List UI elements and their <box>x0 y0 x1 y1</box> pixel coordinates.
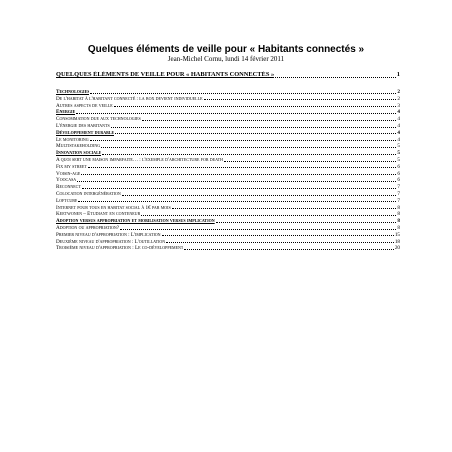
toc-leader-dots <box>90 93 396 94</box>
toc-entry-page: 7 <box>397 184 400 191</box>
toc-entry-page: 8 <box>397 204 400 211</box>
document-title: Quelques éléments de veille pour « Habitants connectés » <box>87 44 365 55</box>
toc-entry-label: L'énergie des habitants <box>56 122 110 129</box>
table-of-contents <box>56 86 400 251</box>
toc-entry-page: 5 <box>397 156 400 163</box>
toc-entry[interactable] <box>56 190 400 197</box>
toc-section-entry[interactable] <box>56 149 400 156</box>
toc-entry-page: 6 <box>397 163 400 170</box>
document-subtitle: Jean-Michel Cornu, lundi 14 février 2011 <box>167 55 285 63</box>
toc-entry-label: Consommation due aux technologies <box>56 116 141 123</box>
toc-entry-label: Internet pour tous en habitat social à 1€ par mois <box>56 204 171 211</box>
toc-leader-dots <box>102 154 396 155</box>
toc-entry[interactable] <box>56 183 400 190</box>
toc-leader-dots <box>90 140 397 141</box>
toc-entry-label: Technologies <box>56 88 90 95</box>
toc-entry-page: 2 <box>397 95 400 102</box>
toc-entry-label: Énergie <box>56 109 76 116</box>
toc-entry-page: 6 <box>397 177 400 184</box>
toc-entry[interactable] <box>56 136 400 143</box>
toc-entry-label: Troisième niveau d'appropriation : Le co-développement <box>56 245 184 252</box>
toc-leader-dots <box>88 167 397 168</box>
toc-entry[interactable] <box>56 245 400 252</box>
toc-leader-dots <box>204 99 397 100</box>
toc-entry-page: 5 <box>397 143 400 150</box>
toc-entry-label: Keetwonen – Étudiant en conteneur <box>56 211 141 218</box>
toc-leader-dots <box>111 127 397 128</box>
toc-entry-label: De l'habitat à l'habitant connecté : la box devient individuelle <box>56 95 203 102</box>
toc-entry[interactable] <box>56 163 400 170</box>
toc-leader-dots <box>216 222 397 223</box>
toc-entry[interactable] <box>56 122 400 129</box>
toc-section-entry[interactable] <box>56 217 400 224</box>
toc-entry-label: Colocation intergénération <box>56 190 121 197</box>
toc-entry-page: 7 <box>397 197 400 204</box>
toc-section-entry[interactable] <box>56 109 400 116</box>
toc-entry[interactable] <box>56 231 400 238</box>
toc-entry-page: 4 <box>397 116 400 123</box>
toc-entry-page: 2 <box>397 88 400 95</box>
toc-entry-label: Le monitoring <box>56 136 89 143</box>
toc-entry-page: 8 <box>397 211 400 218</box>
toc-leader-dots <box>224 161 396 162</box>
toc-entry[interactable] <box>56 211 400 218</box>
toc-entry-page: 20 <box>394 245 400 252</box>
toc-entry-label: Reconnect <box>56 184 81 191</box>
toc-entry-label: Adoption ou appropriation? <box>56 224 120 231</box>
toc-main-entry-label: QUELQUES ÉLÉMENTS DE VEILLE POUR « HABITANTS CONNECTÉS » <box>56 71 275 78</box>
toc-leader-dots <box>115 133 396 134</box>
toc-entry-label: Loftcube <box>56 197 78 204</box>
toc-leader-dots <box>122 195 397 196</box>
toc-entry-page: 8 <box>397 224 400 231</box>
toc-entry[interactable] <box>56 115 400 122</box>
toc-entry-page: 7 <box>397 190 400 197</box>
toc-entry-label: Autres aspects de veille <box>56 102 113 109</box>
toc-entry-label: Voisin-age <box>56 170 81 177</box>
toc-entry-page: 4 <box>397 136 400 143</box>
toc-leader-dots <box>275 77 396 78</box>
toc-entry-page: 6 <box>397 170 400 177</box>
toc-entry-label: Yoocasa <box>56 177 77 184</box>
toc-entry[interactable] <box>56 177 400 184</box>
toc-entry-label: Multistakeholding <box>56 143 101 150</box>
toc-entry[interactable] <box>56 102 400 109</box>
toc-entry-page: 15 <box>394 231 400 238</box>
toc-entry-label: Premier niveau d'appropriation : L'implication <box>56 231 161 238</box>
toc-main-entry[interactable] <box>56 70 400 79</box>
toc-leader-dots <box>82 188 397 189</box>
toc-entry-label: Adoption versus appropriation et mobilisation versus implication <box>56 218 215 225</box>
toc-entry-page: 4 <box>397 109 400 116</box>
toc-entry-page: 4 <box>397 122 400 129</box>
toc-entry-page: 3 <box>397 102 400 109</box>
toc-leader-dots <box>101 147 396 148</box>
toc-entry[interactable] <box>56 95 400 102</box>
toc-leader-dots <box>77 181 396 182</box>
toc-section-entry[interactable] <box>56 129 400 136</box>
toc-entry-page: 18 <box>394 238 400 245</box>
toc-entry-page: 8 <box>397 218 400 225</box>
toc-entry-page: 4 <box>397 129 400 136</box>
toc-entry[interactable] <box>56 238 400 245</box>
toc-leader-dots <box>78 201 396 202</box>
toc-leader-dots <box>114 106 397 107</box>
toc-entry[interactable] <box>56 204 400 211</box>
toc-leader-dots <box>141 215 396 216</box>
toc-entry[interactable] <box>56 197 400 204</box>
toc-entry[interactable] <box>56 170 400 177</box>
toc-leader-dots <box>120 229 396 230</box>
toc-entry-label: A quoi sert une maison imparfaite… : l'exemple d'architecture for death <box>56 156 223 163</box>
toc-leader-dots <box>142 120 397 121</box>
toc-leader-dots <box>172 208 397 209</box>
toc-main-entry-container <box>56 70 400 79</box>
toc-main-entry-page: 1 <box>396 71 400 78</box>
toc-entry[interactable] <box>56 156 400 163</box>
toc-section-entry[interactable] <box>56 88 400 95</box>
toc-entry-label: Développement durable <box>56 129 115 136</box>
toc-entry-page: 5 <box>397 150 400 157</box>
toc-entry[interactable] <box>56 143 400 150</box>
toc-entry-label: Deuxième niveau d'appropriation : L'outillation <box>56 238 166 245</box>
toc-leader-dots <box>81 174 396 175</box>
toc-entry-label: Fix my street <box>56 163 87 170</box>
toc-leader-dots <box>184 249 393 250</box>
toc-entry-label: Innovation sociale <box>56 150 102 157</box>
toc-leader-dots <box>162 235 394 236</box>
toc-leader-dots <box>76 113 396 114</box>
toc-leader-dots <box>166 242 394 243</box>
toc-entry[interactable] <box>56 224 400 231</box>
